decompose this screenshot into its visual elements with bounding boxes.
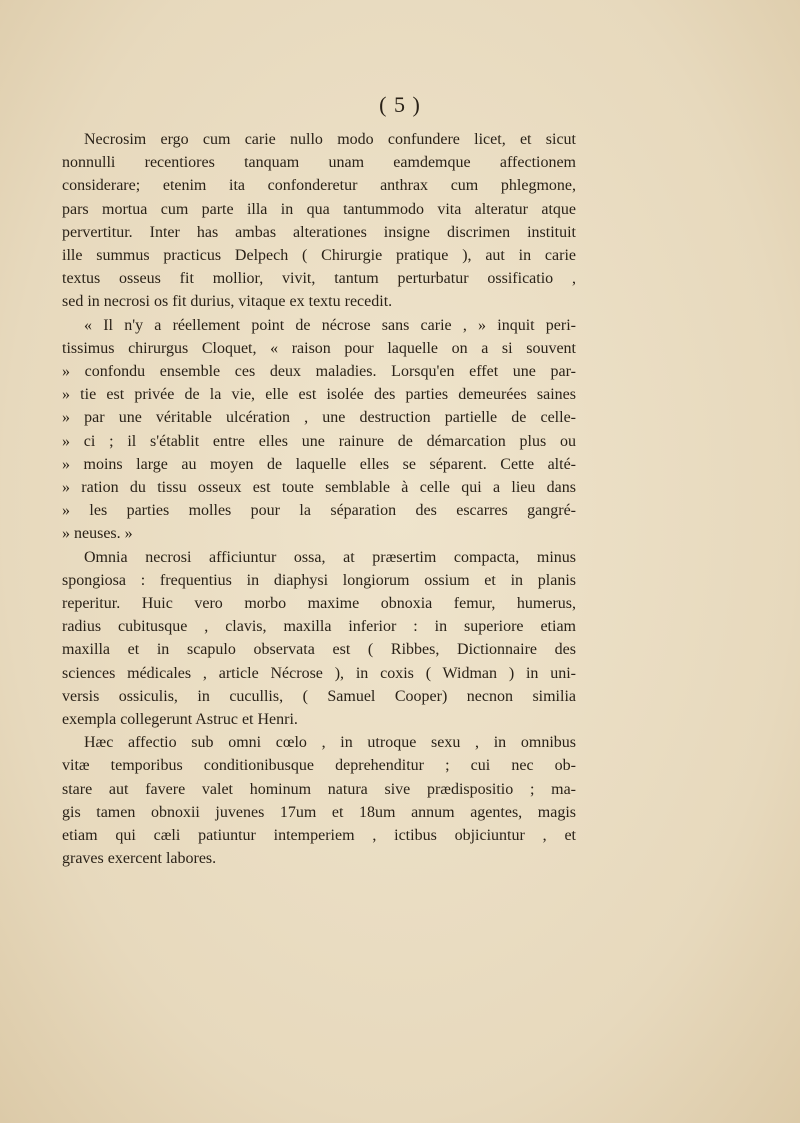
text-line: sciences médicales , article Nécrose ), in coxis ( Widman ) in uni- — [62, 664, 576, 682]
text-line: reperitur. Huic vero morbo maxime obnoxia femur, humerus, — [62, 595, 576, 613]
text-line: tissimus chirurgus Cloquet, « raison pour laquelle on a si souvent — [62, 339, 576, 357]
text-line: » les parties molles pour la séparation des escarres gangré- — [62, 502, 576, 520]
text-line: » par une véritable ulcération , une destruction partielle de celle- — [62, 409, 576, 427]
paragraph-affected-bones — [62, 546, 576, 732]
text-line: graves exercent labores. — [62, 850, 217, 868]
body-text — [62, 128, 576, 871]
text-line: ille summus practicus Delpech ( Chirurgie pratique ), aut in carie — [62, 247, 576, 265]
text-line: considerare; etenim ita confonderetur anthrax cum phlegmone, — [62, 177, 576, 195]
text-line: Hæc affectio sub omni cœlo , in utroque sexu , in omnibus — [84, 734, 576, 752]
text-line: » ci ; il s'établit entre elles une rainure de démarcation plus ou — [62, 432, 576, 450]
text-line: Omnia necrosi afficiuntur ossa, at præsertim compacta, minus — [84, 548, 576, 566]
page-number: ( 5 ) — [379, 92, 421, 117]
paragraph-necrosis-caries — [62, 128, 576, 314]
text-line: » moins large au moyen de laquelle elles se séparent. Cette alté- — [62, 455, 576, 473]
paragraph-affection-conditions — [62, 731, 576, 870]
paragraph-cloquet-quote — [62, 314, 576, 546]
text-line: stare aut favere valet hominum natura sive prædispositio ; ma- — [62, 780, 576, 798]
text-line: vitæ temporibus conditionibusque deprehenditur ; cui nec ob- — [62, 757, 576, 775]
text-line: spongiosa : frequentius in diaphysi longiorum ossium et in planis — [62, 571, 576, 589]
text-line: » ration du tissu osseux est toute semblable à celle qui a lieu dans — [62, 479, 576, 497]
text-line: « Il n'y a réellement point de nécrose sans carie , » inquit peri- — [84, 316, 576, 334]
text-line: pars mortua cum parte illa in qua tantummodo vita alteratur atque — [62, 200, 576, 218]
text-line: versis ossiculis, in cucullis, ( Samuel Cooper) necnon similia — [62, 687, 576, 705]
text-line: pervertitur. Inter has ambas alterationes insigne discrimen instituit — [62, 223, 576, 241]
text-line: » neuses. » — [62, 525, 133, 543]
text-line: radius cubitusque , clavis, maxilla inferior : in superiore etiam — [62, 618, 576, 636]
text-line: sed in necrosi os fit durius, vitaque ex textu recedit. — [62, 293, 393, 311]
text-line: gis tamen obnoxii juvenes 17um et 18um annum agentes, magis — [62, 803, 576, 821]
text-line: etiam qui cæli patiuntur intemperiem , ictibus objiciuntur , et — [62, 827, 576, 845]
text-line: exempla collegerunt Astruc et Henri. — [62, 711, 298, 729]
text-line: maxilla et in scapulo observata est ( Ribbes, Dictionnaire des — [62, 641, 576, 659]
text-line: Necrosim ergo cum carie nullo modo confundere licet, et sicut — [84, 131, 576, 148]
text-line: » tie est privée de la vie, elle est isolée des parties demeurées saines — [62, 386, 576, 404]
text-line: nonnulli recentiores tanquam unam eamdemque affectionem — [62, 154, 576, 172]
text-line: » confondu ensemble ces deux maladies. Lorsqu'en effet une par- — [62, 363, 576, 381]
text-line: textus osseus fit mollior, vivit, tantum perturbatur ossificatio , — [62, 270, 576, 288]
